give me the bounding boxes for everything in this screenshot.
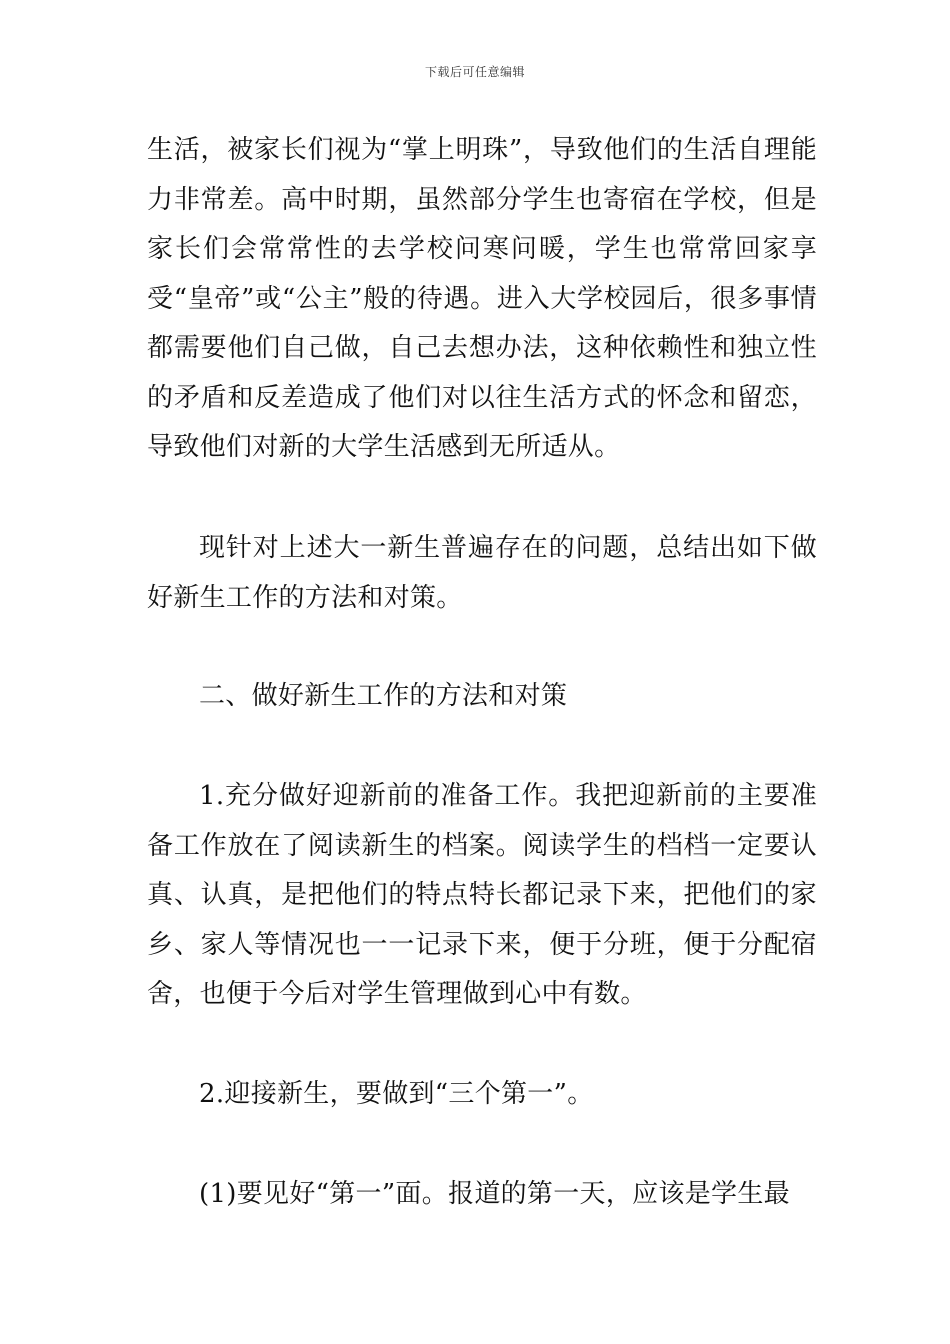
paragraph-summary: 现针对上述大一新生普遍存在的问题，总结出如下做好新生工作的方法和对策。 <box>147 533 817 613</box>
section-heading: 二、做好新生工作的方法和对策 <box>199 681 568 711</box>
page-header: 下载后可任意编辑 <box>424 65 525 79</box>
paragraph-continuation: 生活，被家长们视为“掌上明珠”，导致他们的生活自理能力非常差。高中时期，虽然部分学生也寄宿在学校，但是家长们会常常性的去学校问寒问暖，学生也常常回家享受“皇帝”或“公主”般的待遇。进入大学校园后，很多事情都需要他们自己做，自己去想办法，这种依赖性和独立性的矛盾和反差造成了他们对以往生活方式的怀念和留恋，导致他们对新的大学生活感到无所适从。 <box>147 135 817 462</box>
paragraph-item-2: 2.迎接新生，要做到“三个第一”。 <box>199 1079 594 1109</box>
paragraph-subitem-1: (1)要见好“第一”面。报道的第一天，应该是学生最 <box>199 1179 790 1209</box>
paragraph-item-1: 1.充分做好迎新前的准备工作。我把迎新前的主要准备工作放在了阅读新生的档案。阅读学生的档档一定要认真、认真，是把他们的特点特长都记录下来，把他们的家乡、家人等情况也一一记录下来，便于分班，便于分配宿舍，也便于今后对学生管理做到心中有数。 <box>147 781 817 1009</box>
